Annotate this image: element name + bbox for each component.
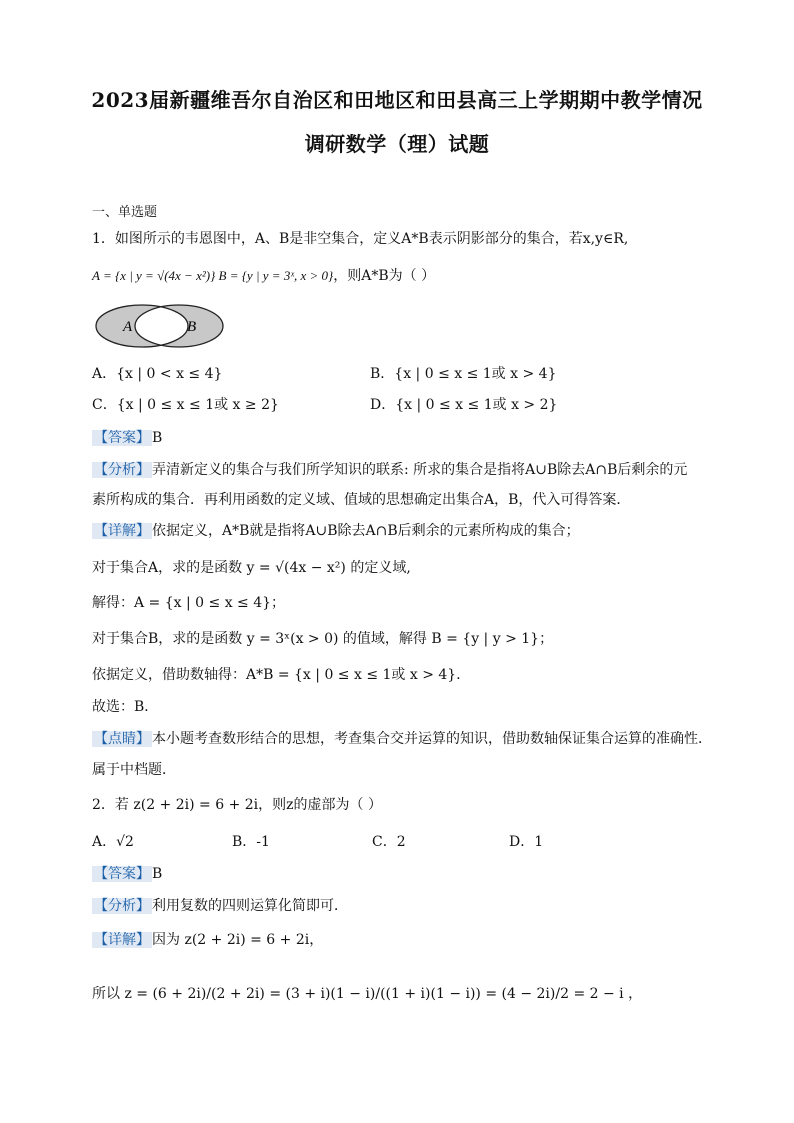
comment-tag: 【点睛】 — [94, 731, 150, 747]
document-title-line2: 调研数学（理）试题 — [304, 132, 490, 156]
q1-analysis-line1 — [92, 460, 687, 480]
answer-tag: 【答案】 — [94, 430, 150, 446]
q2-detail-line2: 所以 z = (6 + 2i)/(2 + 2i) = (3 + i)(1 − i)/((1 + i)(1 − i)) = (4 − 2i)/2 = 2 − i ， — [92, 986, 643, 1002]
q2-analysis — [92, 896, 348, 916]
q1-answer — [92, 428, 162, 448]
q1-comment-line2: 属于中档题． — [92, 762, 176, 778]
detail-tag: 【详解】 — [94, 523, 150, 539]
q1-detail-line6: 故选：B． — [92, 699, 159, 715]
section-heading: 一、单选题 — [92, 205, 158, 220]
q2-option-c: C．2 — [372, 834, 406, 850]
analysis-tag: 【分析】 — [94, 462, 150, 478]
q2-option-b: B．-1 — [232, 834, 270, 850]
q1-stem-line1: 1．如图所示的韦恩图中，A、B是非空集合，定义A*B表示阴影部分的集合，若x,y∈R, — [92, 231, 629, 247]
q1-detail-line4: 对于集合B，求的是函数 y = 3ˣ(x > 0) 的值域，解得 B = {y | y > 1}； — [92, 631, 554, 647]
q1-option-c: C．{x | 0 ≤ x ≤ 1或 x ≥ 2} — [92, 397, 279, 413]
detail-tag: 【详解】 — [94, 932, 150, 948]
document-title-line1: 2023届新疆维吾尔自治区和田地区和田县高三上学期期中教学情况 — [91, 88, 703, 112]
q2-option-a: A．√2 — [92, 834, 134, 850]
q1-comment-text1: 本小题考查数形结合的思想，考查集合交并运算的知识，借助数轴保证集合运算的准确性． — [152, 731, 712, 747]
q2-detail-text1: 因为 z(2 + 2i) = 6 + 2i， — [152, 932, 324, 948]
q1-analysis-line2: 素所构成的集合．再利用函数的定义域、值域的思想确定出集合A，B，代入可得答案． — [92, 492, 631, 508]
q1-detail-text1: 依据定义，A*B就是指将A∪B除去A∩B后剩余的元素所构成的集合； — [152, 523, 580, 539]
q2-detail-line1 — [92, 930, 323, 950]
q1-stem-question: ，则A*B为（ ） — [333, 268, 436, 284]
venn-label-a: A — [123, 319, 133, 335]
q1-detail-line1 — [92, 521, 580, 541]
q2-stem: 2．若 z(2 + 2i) = 6 + 2i，则z的虚部为（ ） — [92, 797, 382, 813]
q2-answer — [92, 864, 162, 884]
q2-analysis-text: 利用复数的四则运算化简即可． — [152, 898, 348, 914]
q1-answer-value: B — [152, 430, 163, 446]
q1-option-d: D．{x | 0 ≤ x ≤ 1或 x > 2} — [370, 397, 558, 413]
analysis-tag: 【分析】 — [94, 898, 150, 914]
q2-answer-value: B — [152, 866, 163, 882]
q1-detail-line5: 依据定义，借助数轴得：A*B = {x | 0 ≤ x ≤ 1或 x > 4}． — [92, 667, 471, 683]
q1-option-b: B．{x | 0 ≤ x ≤ 1或 x > 4} — [370, 366, 557, 382]
answer-tag: 【答案】 — [94, 866, 150, 882]
q1-stem-line2 — [92, 266, 435, 286]
q1-analysis-text1: 弄清新定义的集合与我们所学知识的联系: 所求的集合是指将A∪B除去A∩B后剩余的元 — [152, 462, 688, 478]
q1-detail-line2: 对于集合A，求的是函数 y = √(4x − x²) 的定义域, — [92, 560, 411, 576]
venn-diagram — [95, 303, 227, 349]
venn-label-b: B — [187, 319, 197, 335]
q1-sets-formula: A = {x | y = √(4x − x²)} B = {y | y = 3ˣ, x > 0} — [92, 268, 334, 283]
q1-detail-line3: 解得：A = {x | 0 ≤ x ≤ 4}； — [92, 595, 286, 611]
q1-option-a: A．{x | 0 < x ≤ 4} — [92, 366, 223, 382]
q2-option-d: D．1 — [509, 834, 544, 850]
q1-comment-line1 — [92, 729, 712, 749]
